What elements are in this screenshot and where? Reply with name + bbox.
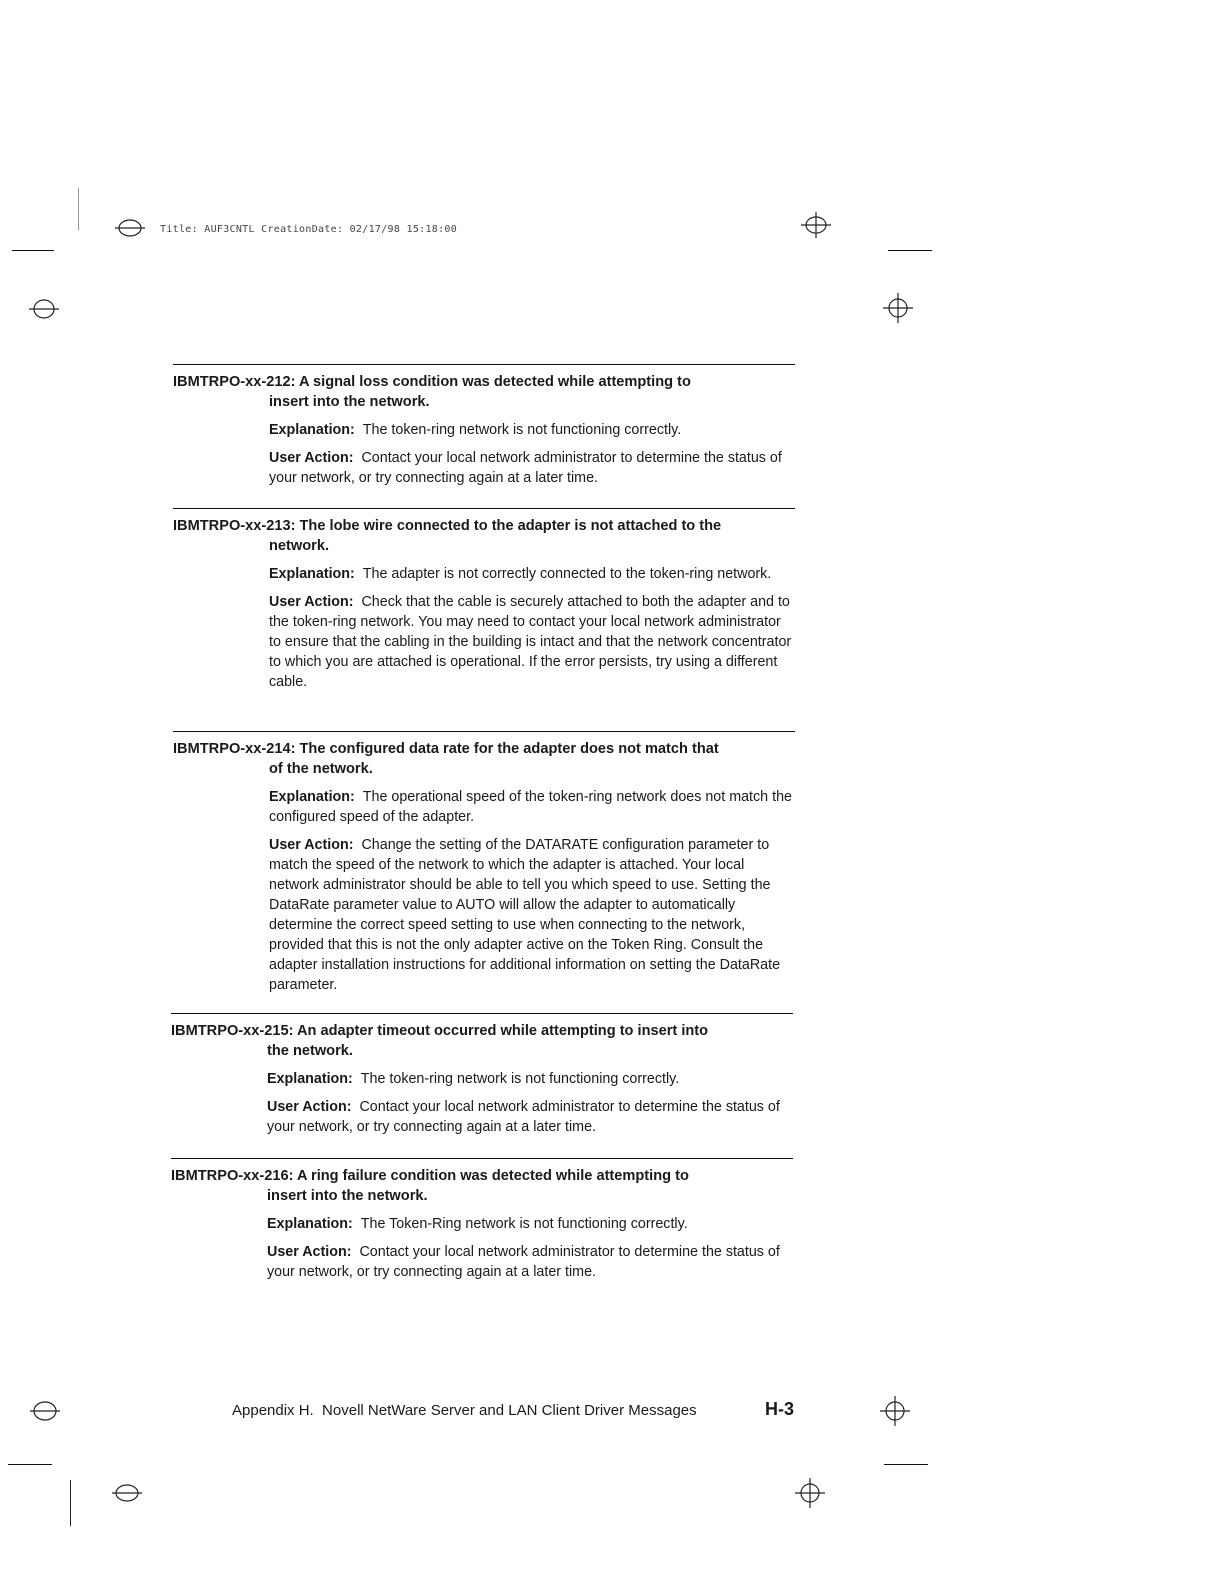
message-entry [173, 731, 795, 1003]
explanation-label: Explanation: [269, 422, 355, 438]
message-title [173, 516, 795, 556]
user-action-paragraph [269, 592, 795, 692]
message-id: IBMTRPO-xx-213: [173, 518, 296, 534]
message-title-line1: An adapter timeout occurred while attempting to insert into [296, 1023, 709, 1039]
registration-mark-icon [112, 1478, 142, 1508]
crop-mark-top-left [12, 250, 54, 251]
explanation-paragraph [269, 564, 795, 584]
message-title-line2: the network. [267, 1043, 353, 1059]
message-divider [171, 1158, 793, 1159]
message-title-line1: A ring failure condition was detected while attempting to [296, 1168, 689, 1184]
explanation-text: The adapter is not correctly connected to the token-ring network. [362, 566, 772, 582]
explanation-label: Explanation: [267, 1071, 353, 1087]
user-action-text: Check that the cable is securely attached to both the adapter and to the token-ring network. You may need to contact your local network administrator to ensure that the cabling in the building is intact and that the network concentrator to which you are attached is operational. If the error persists, try using a different cable. [269, 594, 792, 690]
message-entry [171, 1158, 793, 1290]
user-action-text: Contact your local network administrator to determine the status of your network, or try connecting again at a later time. [267, 1244, 780, 1280]
message-title-line1: The lobe wire connected to the adapter is not attached to the [299, 518, 722, 534]
explanation-text: The token-ring network is not functioning correctly. [360, 1071, 680, 1087]
user-action-label: User Action: [267, 1099, 352, 1115]
message-divider [173, 364, 795, 365]
message-title-line2: network. [269, 538, 330, 554]
message-id: IBMTRPO-xx-214: [173, 741, 296, 757]
message-title-line2: insert into the network. [269, 394, 430, 410]
user-action-label: User Action: [269, 594, 354, 610]
message-body [171, 1214, 793, 1282]
message-body [173, 787, 795, 995]
crop-mark-vertical-top [78, 188, 79, 230]
footer-text: Appendix H. Novell NetWare Server and LAN Client Driver Messages [232, 1402, 697, 1419]
user-action-text: Contact your local network administrator to determine the status of your network, or try connecting again at a later time. [269, 450, 782, 486]
crop-mark-vertical-bottom [70, 1480, 71, 1526]
registration-mark-icon [883, 293, 913, 323]
message-title [171, 1166, 793, 1206]
explanation-paragraph [269, 787, 795, 827]
user-action-paragraph [269, 835, 795, 995]
message-title [173, 372, 795, 412]
message-divider [173, 731, 795, 732]
explanation-label: Explanation: [267, 1216, 353, 1232]
user-action-label: User Action: [269, 837, 354, 853]
explanation-paragraph [267, 1214, 793, 1234]
registration-mark-icon [30, 1396, 60, 1426]
message-body [173, 420, 795, 488]
user-action-label: User Action: [269, 450, 354, 466]
explanation-paragraph [267, 1069, 793, 1089]
page-number: H-3 [764, 1399, 794, 1419]
message-title-line2: of the network. [269, 761, 373, 777]
message-divider [173, 508, 795, 509]
registration-mark-icon [29, 294, 59, 324]
page-footer [232, 1401, 794, 1421]
message-entry [171, 1013, 793, 1145]
explanation-paragraph [269, 420, 795, 440]
message-body [173, 564, 795, 692]
user-action-paragraph [267, 1097, 793, 1137]
message-id: IBMTRPO-xx-216: [171, 1168, 294, 1184]
message-title [173, 739, 795, 779]
user-action-text: Contact your local network administrator to determine the status of your network, or try connecting again at a later time. [267, 1099, 780, 1135]
crop-mark-bottom-left [8, 1464, 52, 1465]
user-action-paragraph [267, 1242, 793, 1282]
message-entry [173, 364, 795, 496]
registration-mark-icon [115, 213, 145, 243]
registration-mark-icon [880, 1396, 910, 1426]
crop-mark-bottom-right [884, 1464, 928, 1465]
message-body [171, 1069, 793, 1137]
explanation-label: Explanation: [269, 566, 355, 582]
user-action-text: Change the setting of the DATARATE configuration parameter to match the speed of the network to which the adapter is attached. Your local network administrator should be able to tell you which speed to use. Setting the DataRate parameter value to AUTO will allow the adapter to automatically determine the correct speed setting to use when connecting to the network, provided that this is not the only adapter active on the Token Ring. Consult the adapter installation instructions for additional information on setting the DataRate parameter. [269, 837, 781, 993]
message-title-line1: The configured data rate for the adapter does not match that [299, 741, 719, 757]
explanation-text: The token-ring network is not functioning correctly. [362, 422, 682, 438]
message-title-line2: insert into the network. [267, 1188, 428, 1204]
message-title-line1: A signal loss condition was detected while attempting to [298, 374, 691, 390]
registration-mark-icon [795, 1478, 825, 1508]
message-id: IBMTRPO-xx-212: [173, 374, 296, 390]
user-action-paragraph [269, 448, 795, 488]
explanation-text: The Token-Ring network is not functioning correctly. [360, 1216, 688, 1232]
explanation-text: The operational speed of the token-ring network does not match the configured speed of the adapter. [269, 789, 792, 825]
message-divider [171, 1013, 793, 1014]
proof-title-line: Title: AUF3CNTL CreationDate: 02/17/98 15:18:00 [160, 224, 458, 235]
user-action-label: User Action: [267, 1244, 352, 1260]
registration-mark-icon [801, 210, 831, 240]
message-id: IBMTRPO-xx-215: [171, 1023, 294, 1039]
explanation-label: Explanation: [269, 789, 355, 805]
message-entry [173, 508, 795, 700]
crop-mark-top-right [888, 250, 932, 251]
message-title [171, 1021, 793, 1061]
